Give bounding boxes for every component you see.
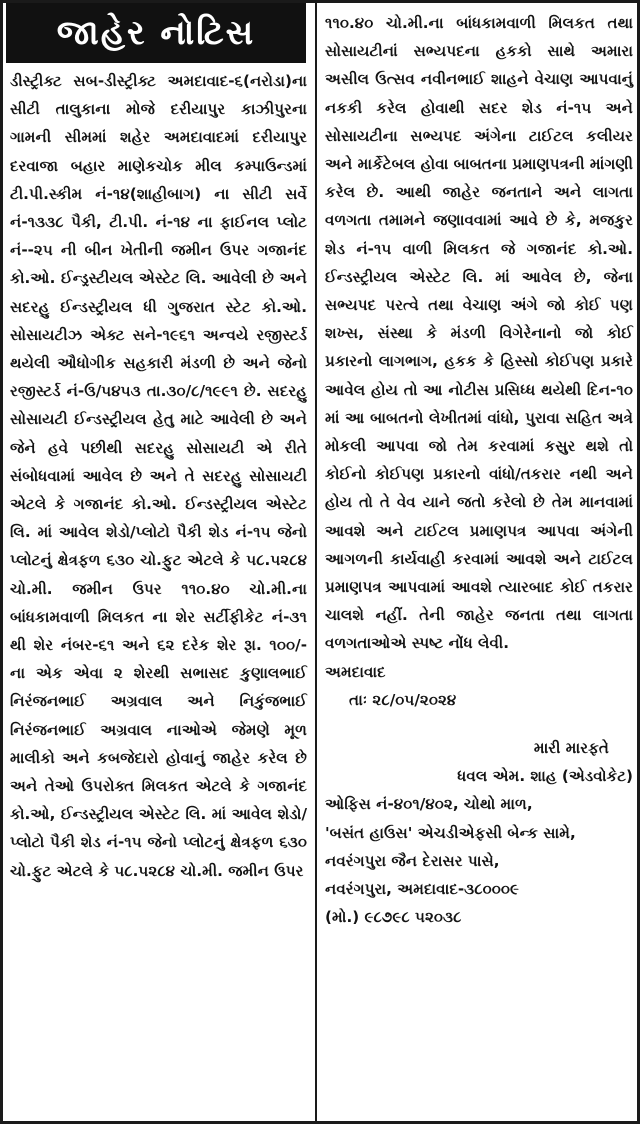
right-column xyxy=(319,3,639,932)
address-line: નવરંગપુરા જૈન દેરાસર પાસે, xyxy=(325,851,500,870)
notice-title: જાહેર નોટિસ xyxy=(6,3,306,63)
address-line: ઓફિસ નં-૪૦૧/૪૦૨, ચોથો માળ, xyxy=(325,795,533,814)
address-line: નવરંગપુરા, અમદાવાદ-૩૮૦૦૦૯ xyxy=(325,880,520,899)
column-divider xyxy=(315,3,317,1124)
date-line: તાઃ ૨૮/૦૫/૨૦૨૪ xyxy=(349,690,457,709)
signature-intro: મારી મારફતે xyxy=(533,739,609,758)
left-column xyxy=(6,3,313,885)
advocate-name: ધવલ એમ. શાહ (એડવોકેટ) xyxy=(457,767,633,786)
notice-body-right: ૧૧૦.૪૦ ચો.મી.ના બાંધકામવાળી મિલકત તથા સોસાયટીનાં સભ્યપદના હકકો સાથે અમારા અસીલ ઉત્સવ નવીનભાઈ શાહને વેચાણ આપવાનું નકકી કરેલ હોવાથી સદર શેડ નં-૧૫ અને સોસાયટીના સભ્યપદ અંગેના ટાઈટલ કલીયર અને માર્કેટેબલ હોવા બાબતના પ્રમાણપત્રની માંગણી કરેલ છે. આથી જાહેર જનતાને અને લાગતા વળગતા તમામને જણાવવામાં આવે છે કે, મજકુર શેડ નં-૧૫ વાળી મિલકત જે ગજાનંદ કો.ઓ. ઈન્ડસ્ટ્રીયલ એસ્ટેટ લિ. માં આવેલ છે, જેના સભ્યપદ પરત્વે તથા વેચાણ અંગે જો કોઈ પણ શખ્સ, સંસ્થા કે મંડળી વિગેરેનાનો જો કોઈ પ્રકારનો લાગભાગ, હકક કે હિસ્સો કોઈપણ પ્રકારે આવેલ હોય તો આ નોટીસ પ્રસિધ્ધ થયેથી દિન-૧૦ માં આ બાબતનો લેખીતમાં વાંધો, પુરાવા સહિત અત્રે મોકલી આપવા જો તેમ કરવામાં કસુર થશે તો કોઈનો કોઈપણ પ્રકારનો વાંધો/તકરાર નથી અને હોય તો તે વેવ યાને જતો કરેલો છે તેમ માનવામાં આવશે અને ટાઈટલ પ્રમાણપત્ર આપવા અંગેની આગળની કાર્યવાહી કરવામાં આવશે અને ટાઈટલ પ્રમાણપત્ર આપવામાં આવશે ત્યારબાદ કોઈ તકરાર ચાલશે નહીં. તેની જાહેર જનતા તથા લાગતા વળગતાઓએ સ્પષ્ટ નોંધ લેવી. xyxy=(325,14,633,653)
notice-body-left: ડીસ્ટ્રીક્ટ સબ-ડીસ્ટ્રીક્ટ અમદાવાદ-૬(નરોડા)ના સીટી તાલુકાના મોજે દરીયાપુર કાઝીપુરના ગામની સીમમાં શહેર અમદાવાદમાં દરીયાપુર દરવાજા બહાર માણેકચોક મીલ કમ્પાઉન્ડમાં ટી.પી.સ્કીમ નં-૧૪(શાહીબાગ) ના સીટી સર્વે નં-૧૩૩૮ પૈકી, ટી.પી. નં-૧૪ ના ફાઈનલ પ્લોટ નં--૨૫ ની બીન ખેતીની જમીન ઉપર ગજાનંદ કો.ઓ. ઈન્ડ્રસ્ટીયલ એસ્ટેટ લિ. આવેલી છે અને સદરહુ ઈન્ડસ્ટ્રીયલ ધી ગુજરાત સ્ટેટ કો.ઓ. સોસાયટીઝ એક્ટ સને-૧૯૬૧ અન્વયે રજીસ્ટર્ડ થયેલી ઔધોગીક સહકારી મંડળી છે અને જેનો રજીસ્ટર્ડ નં-ઉ/૫૪૫૩ તા.૩૦/૮/૧૯૯૧ છે. સદરહુ સોસાયટી ઈન્ડસ્ટ્રીયલ હેતુ માટે આવેલી છે અને જેને હવે પછીથી સદરહુ સોસાયટી એ રીતે સંબોધવામાં આવેલ છે અને તે સદરહુ સોસાયટી એટલે કે ગજાનંદ કો.ઓ. ઈન્ડસ્ટ્રીયલ એસ્ટેટ લિ. માં આવેલ શેડો/પ્લોટો પૈકી શેડ નં-૧૫ જેનો પ્લોટનું ક્ષેત્રફળ ૬૩૦ ચો.ફુટ એટલે કે ૫૮.૫૨૮૪ ચો.મી. જમીન ઉપર ૧૧૦.૪૦ ચો.મી.ના બાંધકામવાળી મિલકત ના શેર સર્ટીફીકેટ નં-૩૧ થી શેર નંબર-૬૧ અને ૬૨ દરેક શેર રૂા. ૧૦૦/- ના એક એવા ૨ શેરથી સભાસદ કુણાલભાઈ નિરંજનભાઈ અગ્રવાલ અને નિકુંજભાઈ નિરંજનભાઈ અગ્રવાલ નાઓએ જેમણે મૂળ માલીકો અને કબજેદારો હોવાનું જાહેર કરેલ છે અને તેઓ ઉપરોક્ત મિલકત એટલે કે ગજાનંદ કો.ઓ, ઈન્ડસ્ટ્રીયલ એસ્ટેટ લિ. માં આવેલ શેડો/પ્લોટો પૈકી શેડ નં-૧૫ જેનો પ્લોટનું ક્ષેત્રફળ ૬૩૦ ચો.ફુટ એટલે કે ૫૮.૫૨૮૪ ચો.મી. જમીન ઉપર xyxy=(10,72,307,880)
address-line: 'બસંત હાઉસ' એચડીએફસી બેન્ક સામે, xyxy=(325,823,576,842)
place-line: અમદાવાદ xyxy=(325,662,386,681)
phone-line: (મો.) ૯૮૭૯૮ ૫૨૦૩૮ xyxy=(325,908,462,927)
